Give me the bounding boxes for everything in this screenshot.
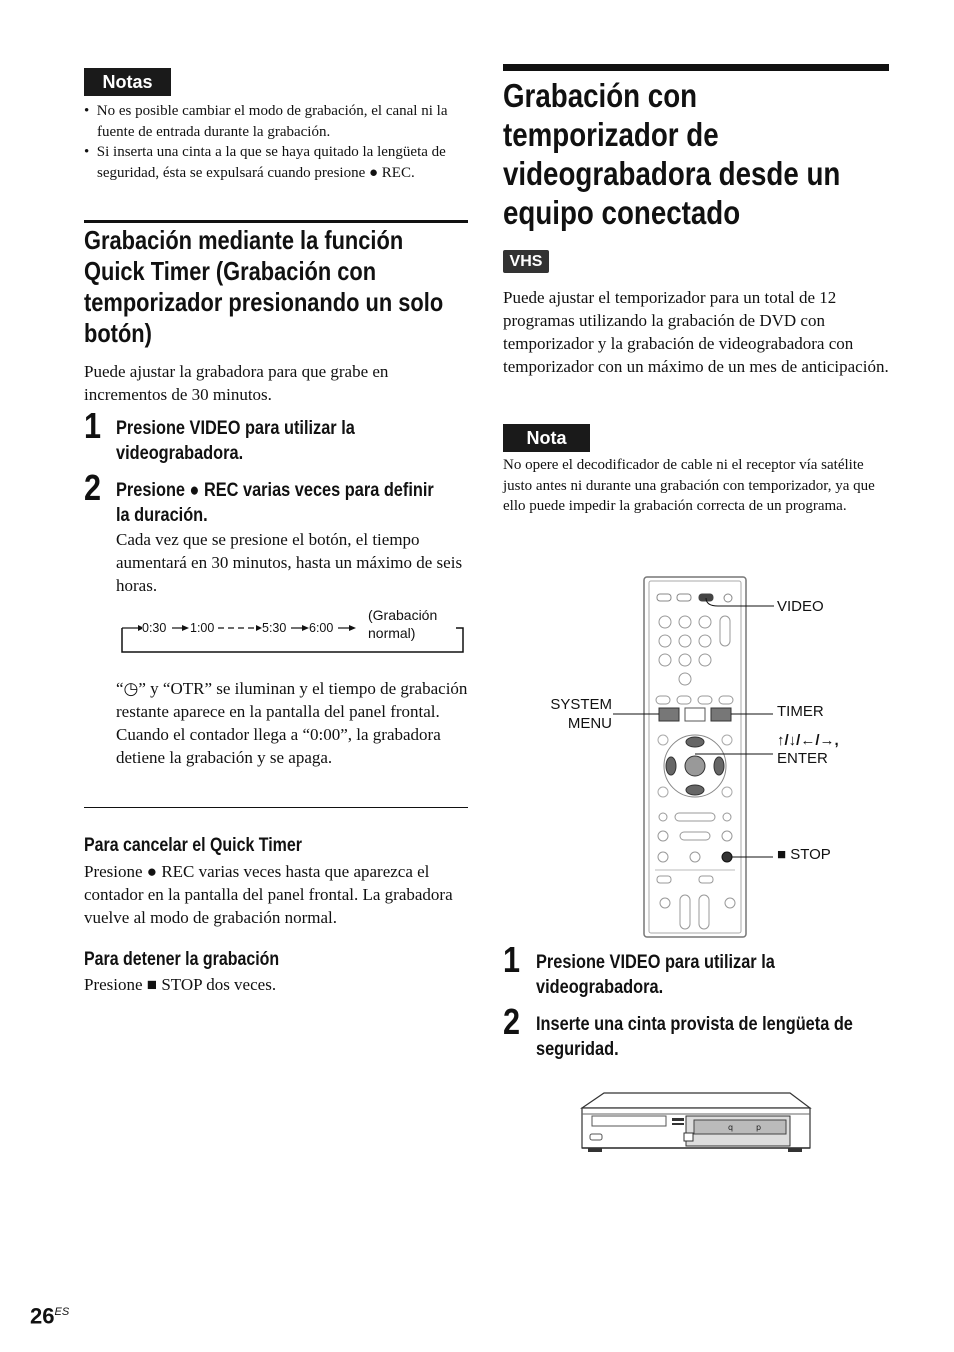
note-body: No opere el decodificador de cable ni el receptor vía satélite justo antes ni durante una grabación con temporizador, ya que ello puede impedir la grabación correcta de un programa. bbox=[503, 457, 875, 514]
step-number: 1 bbox=[503, 939, 521, 980]
section-rule bbox=[503, 64, 889, 71]
page-number: $26^{ES}$ bbox=[30, 1303, 70, 1329]
step-2-body: Cada vez que se presione el botón, el tiempo aumentará en 30 minutos, hasta un máximo de seis horas. bbox=[116, 530, 463, 595]
step-2-text: Presione ● REC varias veces para definir la duración. bbox=[116, 480, 434, 526]
quick-timer-heading: Grabación mediante la función Quick Timer (Grabación con temporizador presionando un solo botón) bbox=[84, 225, 444, 348]
video-button-label: VIDEO bbox=[777, 598, 824, 615]
svg-text:p: p bbox=[756, 1123, 762, 1132]
cancel-heading: Para cancelar el Quick Timer bbox=[84, 835, 302, 856]
recorder-illustration bbox=[578, 1088, 814, 1158]
timer-button-label: TIMER bbox=[777, 703, 824, 720]
vcr-timer-intro: Puede ajustar el temporizador para un total de 12 programas utilizando la grabación de DVD con temporizador y la grabación de videograbadora con temporizador con un máximo de un mes de anticipación. bbox=[503, 288, 889, 376]
cancel-body: Presione ● REC varias veces hasta que aparezca el contador en la pantalla del panel frontal. La grabadora vuelve al modo de grabación normal. bbox=[84, 862, 453, 927]
stop-button-label: ■ STOP bbox=[777, 846, 831, 863]
vhs-badge: VHS bbox=[503, 250, 549, 273]
notes-tag: Notas bbox=[84, 68, 171, 96]
step-number: 1 bbox=[84, 405, 102, 446]
note-item: • Si inserta una cinta a la que se haya quitado la lengüeta de seguridad, ésta se expulsará cuando presione ● REC. bbox=[84, 144, 446, 181]
note-tag: Nota bbox=[503, 424, 590, 452]
enter-button-label: ENTER bbox=[777, 750, 828, 767]
divider bbox=[84, 807, 468, 808]
notes-list bbox=[84, 101, 468, 183]
step-1-text: Presione VIDEO para utilizar la videograbadora. bbox=[536, 952, 775, 998]
arrow-keys-label: ↑/↓/←/→, bbox=[777, 732, 839, 749]
after-diagram-text: “◷” y “OTR” se iluminan y el tiempo de grabación restante aparece en la pantalla del panel frontal. Cuando el contador llega a “0:00”, la grabadora detiene la grabación y se apaga. bbox=[116, 679, 468, 767]
vcr-timer-heading: Grabación con temporizador de videograbadora desde un equipo conectado bbox=[503, 77, 841, 231]
section-rule bbox=[84, 220, 468, 223]
svg-text:q: q bbox=[728, 1123, 734, 1132]
time-label: 1:00 bbox=[190, 621, 215, 635]
step-number: 2 bbox=[503, 1001, 521, 1042]
time-label: 0:30 bbox=[142, 621, 167, 635]
time-label: 5:30 bbox=[262, 621, 287, 635]
duration-cycle-diagram bbox=[116, 605, 468, 657]
page-suffix: ES bbox=[54, 1306, 70, 1318]
step-2-text: Inserte una cinta provista de lengüeta de seguridad. bbox=[536, 1014, 853, 1060]
quick-timer-intro: Puede ajustar la grabadora para que grabe en incrementos de 30 minutos. bbox=[84, 362, 389, 404]
normal-recording-label: (Grabación normal) bbox=[368, 607, 438, 641]
note-item: • No es posible cambiar el modo de grabación, el canal ni la fuente de entrada durante la grabación. bbox=[84, 103, 448, 140]
stop-heading: Para detener la grabación bbox=[84, 949, 280, 970]
time-label: 6:00 bbox=[309, 621, 334, 635]
step-number: 2 bbox=[84, 467, 102, 508]
remote-control-illustration bbox=[520, 570, 900, 942]
stop-body: Presione ■ STOP dos veces. bbox=[84, 975, 277, 994]
system-menu-label: SYSTEM MENU bbox=[550, 696, 612, 732]
step-1-text: Presione VIDEO para utilizar la videograbadora. bbox=[116, 418, 355, 464]
